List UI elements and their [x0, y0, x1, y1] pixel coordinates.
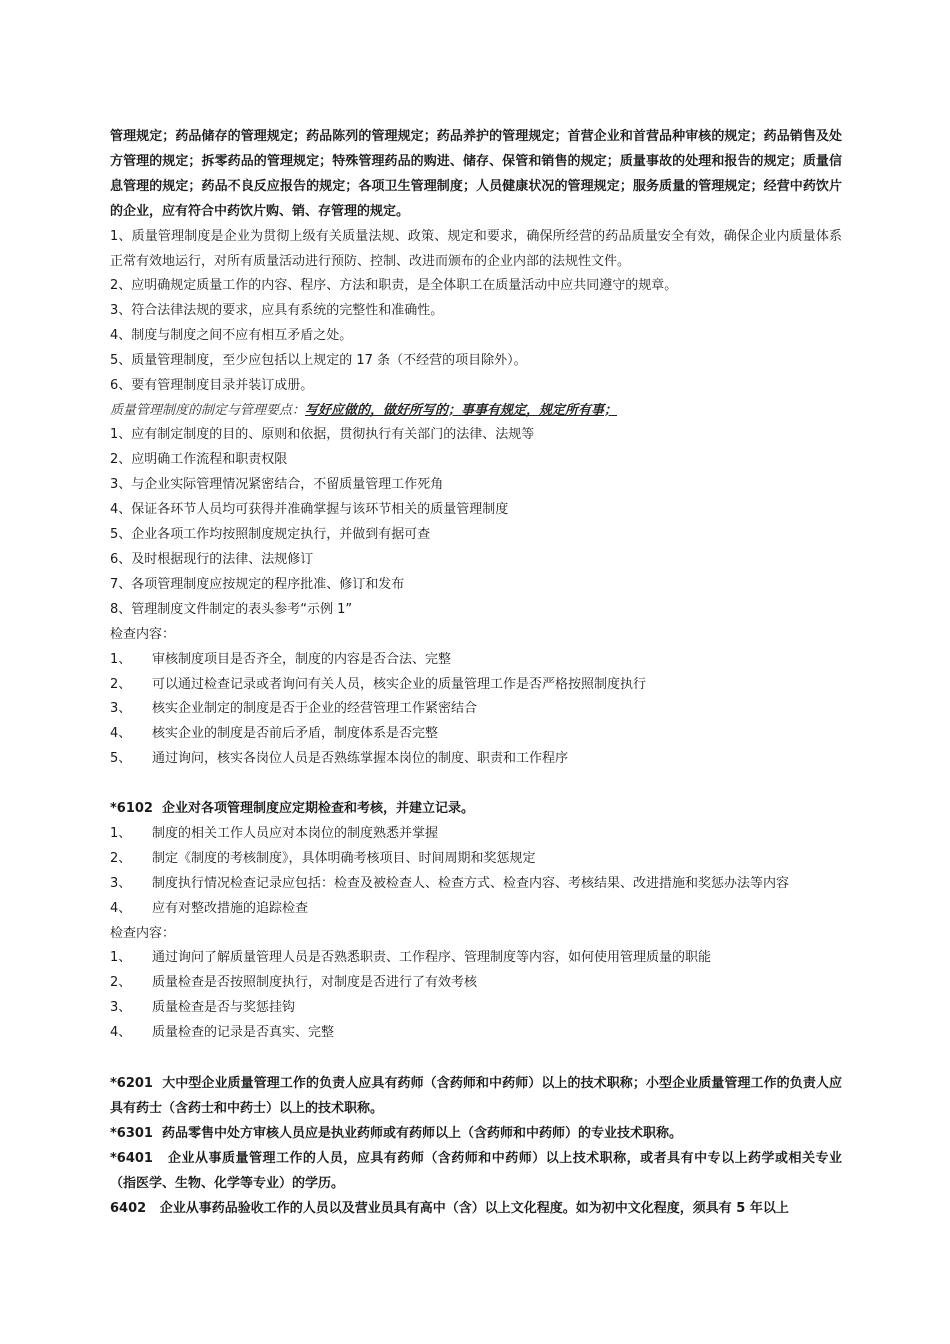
list-item-number: 2、: [110, 850, 132, 866]
list-item: 2、应明确工作流程和职责权限: [110, 452, 288, 468]
section-6301-text: 药品零售中处方审核人员应是执业药师或有药师以上（含药师和中药师）的专业技术职称。: [162, 1125, 683, 1141]
check-list-1: [110, 648, 842, 773]
list-item: [110, 648, 842, 673]
key-points-line: [110, 399, 842, 424]
list-item-number: 4、: [110, 726, 132, 742]
list-item: 6、要有管理制度目录并装订成册。: [110, 377, 314, 393]
section-6102-heading: [110, 797, 842, 822]
section-6201-paragraph: [110, 1071, 842, 1121]
list-item: 5、质量管理制度，至少应包括以上规定的 17 条（不经营的项目除外）。: [110, 352, 527, 368]
key-points-list: [110, 423, 842, 622]
list-item: 5、企业各项工作均按照制度规定执行，并做到有据可查: [110, 527, 431, 543]
section-6402-paragraph: [110, 1196, 842, 1221]
list-item: [110, 946, 842, 971]
section-6402-text: 企业从事药品验收工作的人员以及营业员具有高中（含）以上文化程度。如为初中文化程度，须具有 5 年以上: [159, 1200, 789, 1216]
list-item-text: 通过询问，核实各岗位人员是否熟练掌握本岗位的制度、职责和工作程序: [152, 751, 569, 767]
list-item-number: 4、: [110, 1025, 132, 1041]
list-item-number: 1、: [110, 950, 132, 966]
list-item-number: 2、: [110, 676, 132, 692]
list-item-text: 制度执行情况检查记录应包括：检查及被检查人、检查方式、检查内容、考核结果、改进措施和奖惩办法等内容: [152, 875, 790, 891]
list-item: 7、各项管理制度应按规定的程序批准、修订和发布: [110, 576, 405, 592]
section-6201-text: 大中型企业质量管理工作的负责人应具有药师（含药师和中药师）以上的技术职称；小型企业质量管理工作的负责人应具有药士（含药士和中药士）以上的技术职称。: [110, 1075, 842, 1116]
list-item-number: 2、: [110, 975, 132, 991]
list-item-text: 质量检查是否按照制度执行，对制度是否进行了有效考核: [152, 975, 478, 991]
list-item-number: 4、: [110, 900, 132, 916]
list-item: 1、应有制定制度的目的、原则和依据，贯彻执行有关部门的法律、法规等: [110, 427, 535, 443]
list-item-text: 制定《制度的考核制度》，具体明确考核项目、时间周期和奖惩规定: [152, 850, 536, 866]
list-item-text: 质量检查的记录是否真实、完整: [152, 1025, 335, 1041]
section-6402-code: 6402: [110, 1200, 147, 1216]
list-item: [110, 822, 842, 847]
section-6401-text: 企业从事质量管理工作的人员，应具有药师（含药师和中药师）以上技术职称，或者具有中专以上药学或相关专业（指医学、生物、化学等专业）的学历。: [110, 1150, 842, 1191]
list-item-text: 应有对整改措施的追踪检查: [152, 900, 309, 916]
section-6201-code: *6201: [110, 1075, 153, 1091]
list-item: [110, 897, 842, 922]
document-page: [110, 124, 842, 1221]
list-item: [110, 1021, 842, 1046]
list-item-text: 审核制度项目是否齐全，制度的内容是否合法、完整: [152, 651, 452, 667]
item-1-paragraph: 1、质量管理制度是企业为贯彻上级有关质量法规、政策、规定和要求，确保所经营的药品质量安全有效，确保企业内质量体系正常有效地运行，对所有质量活动进行预防、控制、改进而颁布的企业内部的法规性文件。: [110, 229, 842, 269]
list-item: 4、制度与制度之间不应有相互矛盾之处。: [110, 327, 353, 343]
intro-paragraph: 管理规定；药品储存的管理规定；药品陈列的管理规定；药品养护的管理规定；首营企业和首营品种审核的规定；药品销售及处方管理的规定；拆零药品的管理规定；特殊管理药品的购进、储存、保管和销售的规定；质量事故的处理和报告的规定；质量信息管理的规定；药品不良反应报告的规定；各项卫生管理制度；人员健康状况的管理规定；服务质量的管理规定；经营中药饮片的企业，应有符合中药饮片购、销、存管理的规定。: [110, 129, 842, 219]
list-item-text: 质量检查是否与奖惩挂钩: [152, 1000, 296, 1016]
list-item: [110, 847, 842, 872]
spacer: [110, 1046, 842, 1071]
list-item: [110, 872, 842, 897]
list-item: [110, 996, 842, 1021]
list-item: 2、应明确规定质量工作的内容、程序、方法和职责，是全体职工在质量活动中应共同遵守的规章。: [110, 278, 678, 293]
check-label-1: 检查内容：: [110, 626, 176, 642]
list-item: [110, 697, 842, 722]
list-item-number: 3、: [110, 701, 132, 717]
list-item-number: 1、: [110, 825, 132, 841]
check-label-2: 检查内容：: [110, 925, 176, 941]
list-item: 8、管理制度文件制定的表头参考“示例 1”: [110, 601, 353, 617]
section-6102-list: [110, 822, 842, 922]
list-item-text: 可以通过检查记录或者询问有关人员，核实企业的质量管理工作是否严格按照制度执行: [152, 676, 647, 692]
section-6102-code: *6102: [110, 801, 153, 817]
list-item-text: 制度的相关工作人员应对本岗位的制度熟悉并掌握: [152, 825, 439, 841]
check-list-2: [110, 946, 842, 1046]
section-6301-paragraph: [110, 1121, 842, 1146]
list-item-text: 核实企业的制度是否前后矛盾，制度体系是否完整: [152, 726, 439, 742]
list-item-number: 5、: [110, 751, 132, 767]
list-item: 6、及时根据现行的法律、法规修订: [110, 551, 314, 567]
key-points-value: 写好应做的，做好所写的；事事有规定，规定所有事；: [305, 402, 618, 418]
list-item-number: 3、: [110, 1000, 132, 1016]
requirements-list: [110, 274, 842, 399]
key-points-label: 质量管理制度的制定与管理要点：: [110, 402, 306, 418]
list-item: 4、保证各环节人员均可获得并准确掌握与该环节相关的质量管理制度: [110, 502, 509, 518]
list-item-number: 1、: [110, 651, 132, 667]
section-6401-paragraph: [110, 1146, 842, 1196]
list-item-text: 通过询问了解质量管理人员是否熟悉职责、工作程序、管理制度等内容，如何使用管理质量的职能: [152, 950, 712, 966]
section-6301-code: *6301: [110, 1125, 153, 1141]
list-item: 3、符合法律法规的要求，应具有系统的完整性和准确性。: [110, 302, 444, 318]
list-item-text: 核实企业制定的制度是否于企业的经营管理工作紧密结合: [152, 701, 478, 717]
list-item-number: 3、: [110, 875, 132, 891]
list-item: [110, 673, 842, 698]
list-item: 3、与企业实际管理情况紧密结合，不留质量管理工作死角: [110, 477, 444, 493]
list-item: [110, 747, 842, 772]
spacer: [110, 772, 842, 797]
section-6401-code: *6401: [110, 1150, 153, 1166]
list-item: [110, 971, 842, 996]
section-6102-text: 企业对各项管理制度应定期检查和考核，并建立记录。: [162, 801, 475, 817]
list-item: [110, 722, 842, 747]
